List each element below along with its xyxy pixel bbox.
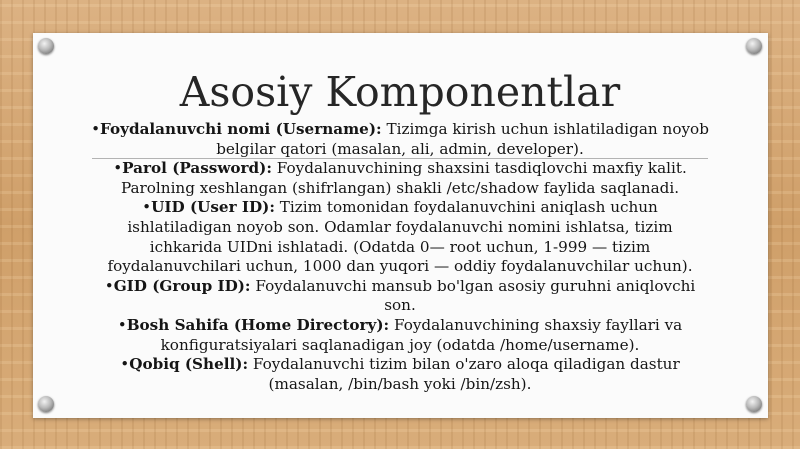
bullet: • [142, 198, 152, 217]
slide-body [90, 120, 710, 394]
list-item-uid [90, 198, 710, 276]
item-text: Foydalanuvchi tizim bilan o'zaro aloqa qiladigan dastur (masalan, /bin/bash yoki /bin/zsh). [248, 355, 680, 393]
pushpin-icon [746, 38, 762, 54]
list-item-password [90, 159, 710, 198]
slide-title: Asosiy Komponentlar [179, 68, 621, 116]
item-text: Foydalanuvchi mansub bo'lgan asosiy guruhni aniqlovchi son. [250, 276, 696, 315]
list-item-gid [90, 277, 710, 316]
list-item-home-directory [90, 316, 710, 355]
item-term: Qobiq (Shell): [129, 355, 249, 374]
item-term: Foydalanuvchi nomi (Username): [100, 120, 382, 138]
bullet: • [117, 315, 127, 334]
item-text: Tizimga kirish uchun ishlatiladigan noyob belgilar qatori (masalan, ali, admin, developer). [216, 120, 709, 158]
list-item-username [90, 120, 710, 159]
bullet: • [113, 159, 123, 178]
item-term: UID (User ID): [151, 198, 275, 217]
list-item-shell [90, 355, 710, 394]
item-text: Tizim tomonidan foydalanuvchini aniqlash uchun ishlatiladigan noyob son. Odamlar foydalanuvchi nomini ishlatsa, tizim ichkarida UIDni ishlatadi. (Odatda 0— root uchun, 1-999 — tizim foydalanuvchilari uchun, 1000 dan yuqori — oddiy foydalanuvchilar uchun). [107, 198, 693, 276]
pushpin-icon [38, 38, 54, 54]
bullet: • [91, 120, 101, 138]
item-term: Bosh Sahifa (Home Directory): [126, 315, 390, 334]
item-text: Foydalanuvchining shaxsini tasdiqlovchi maxfiy kalit. Parolning xeshlangan (shifrlangan) shakli /etc/shadow faylida saqlanadi. [120, 159, 687, 197]
bullet: • [104, 276, 114, 295]
item-term: GID (Group ID): [113, 276, 251, 295]
item-text: Foydalanuvchining shaxsiy fayllari va konfiguratsiyalari saqlanadigan joy (odatda /home/username). [160, 315, 683, 354]
pushpin-icon [38, 396, 54, 412]
pushpin-icon [746, 396, 762, 412]
item-term: Parol (Password): [122, 159, 272, 178]
bullet: • [120, 355, 130, 374]
